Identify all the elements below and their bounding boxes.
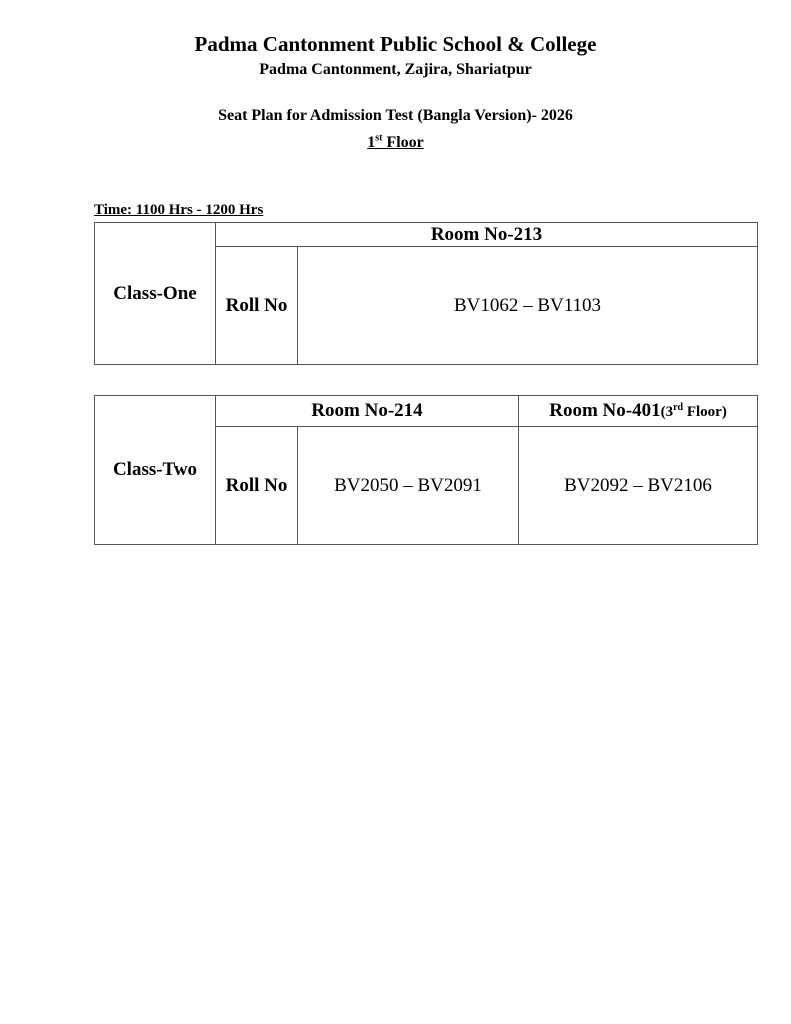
floor-suffix: st [375,132,383,144]
floor-note-suffix: rd [673,402,684,413]
floor-title [0,133,791,153]
school-name: Padma Cantonment Public School & College [194,32,597,56]
seat-plan-table-class-two [94,395,758,545]
school-address: Padma Cantonment, Zajira, Shariatpur [259,61,532,78]
table-row [95,223,758,247]
room-floor-note [661,404,727,420]
floor-title-text [367,134,424,151]
exam-time: Time: 1100 Hrs - 1200 Hrs [94,202,264,218]
roll-label-cell: Roll No [216,247,298,365]
roll-label-cell: Roll No [216,427,298,545]
roll-range-cell: BV2092 – BV2106 [519,427,758,545]
class-name-cell: Class-One [95,223,216,365]
class-name-cell: Class-Two [95,396,216,545]
floor-number: 1 [367,134,376,151]
floor-note-close: Floor) [683,404,727,420]
room-name: Room No-401 [549,400,661,421]
roll-range-cell: BV1062 – BV1103 [298,247,758,365]
room-header-cell: Room No-213 [216,223,758,247]
seat-plan-table-class-one [94,222,758,365]
exam-title: Seat Plan for Admission Test (Bangla Version)- 2026 [218,107,573,124]
floor-word: Floor [386,134,424,151]
room-header-cell [519,396,758,427]
floor-note-open: (3 [660,404,674,420]
roll-range-cell: BV2050 – BV2091 [298,427,519,545]
room-header-cell: Room No-214 [216,396,519,427]
table-row [95,396,758,427]
